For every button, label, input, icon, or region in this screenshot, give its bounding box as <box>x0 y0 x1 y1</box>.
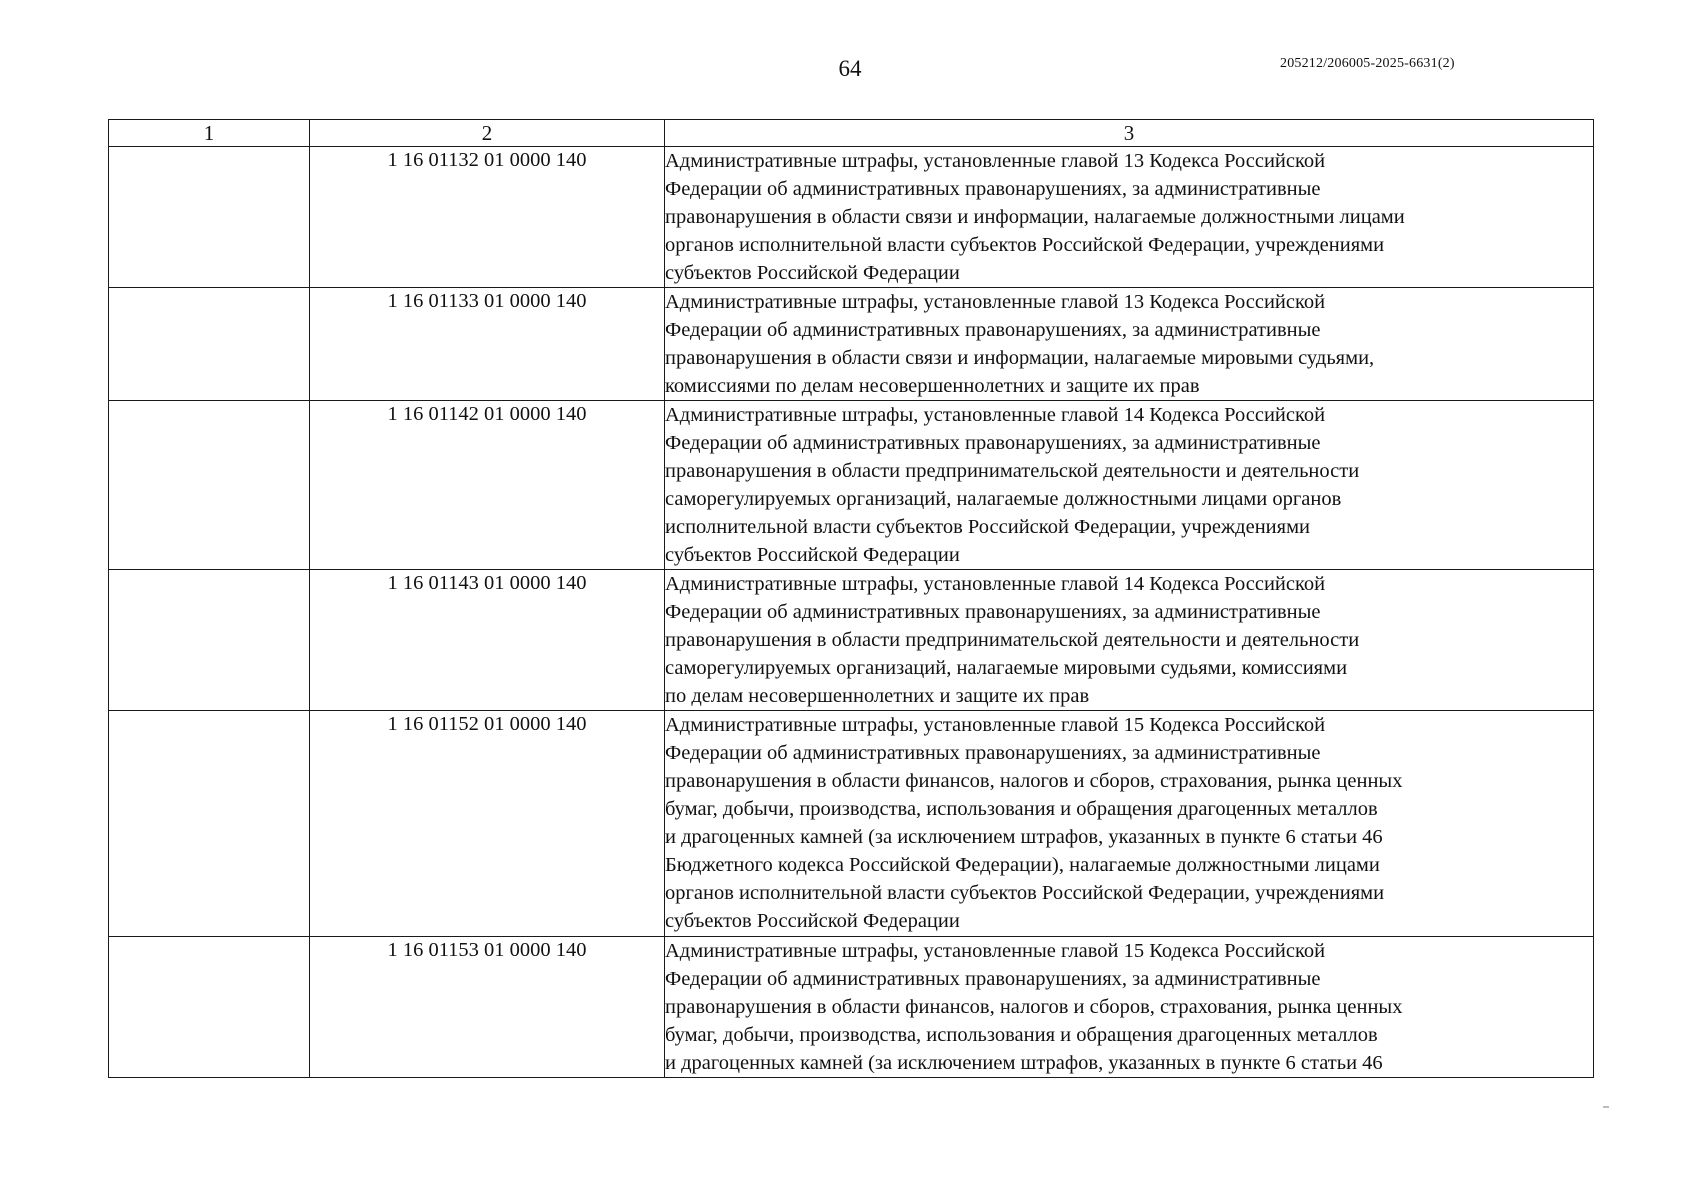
table-row <box>109 288 1594 401</box>
scan-speck <box>1603 1106 1609 1108</box>
column-header-1: 1 <box>109 120 310 147</box>
row-number-cell <box>109 401 310 570</box>
description-cell: Административные штрафы, установленные главой 15 Кодекса Российской Федерации об административных правонарушениях, за административные правонарушения в области финансов, налогов и сборов, страхования, рынка ценных бумаг, добычи, производства, использования и обращения драгоценных металлов и драгоценных камней (за исключением штрафов, указанных в пункте 6 статьи 46 Бюджетного кодекса Российской Федерации), налагаемые должностными лицами органов исполнительной власти субъектов Российской Федерации, учреждениями субъектов Российской Федерации <box>665 711 1594 937</box>
budget-code-cell: 1 16 01142 01 0000 140 <box>310 401 665 570</box>
document-id: 205212/206005-2025-6631(2) <box>1280 56 1455 71</box>
row-number-cell <box>109 937 310 1078</box>
budget-code-cell: 1 16 01133 01 0000 140 <box>310 288 665 401</box>
column-header-2: 2 <box>310 120 665 147</box>
budget-code-cell: 1 16 01132 01 0000 140 <box>310 147 665 288</box>
table-row <box>109 570 1594 711</box>
table-row <box>109 401 1594 570</box>
row-number-cell <box>109 711 310 937</box>
page-number: 64 <box>838 56 862 81</box>
table-row <box>109 937 1594 1078</box>
row-number-cell <box>109 288 310 401</box>
budget-code-cell: 1 16 01152 01 0000 140 <box>310 711 665 937</box>
row-number-cell <box>109 147 310 288</box>
description-cell: Административные штрафы, установленные главой 15 Кодекса Российской Федерации об административных правонарушениях, за административные правонарушения в области финансов, налогов и сборов, страхования, рынка ценных бумаг, добычи, производства, использования и обращения драгоценных металлов и драгоценных камней (за исключением штрафов, указанных в пункте 6 статьи 46 <box>665 937 1594 1078</box>
table-row <box>109 147 1594 288</box>
description-cell: Административные штрафы, установленные главой 13 Кодекса Российской Федерации об административных правонарушениях, за административные правонарушения в области связи и информации, налагаемые должностными лицами органов исполнительной власти субъектов Российской Федерации, учреждениями субъектов Российской Федерации <box>665 147 1594 288</box>
column-header-3: 3 <box>665 120 1594 147</box>
budget-code-cell: 1 16 01153 01 0000 140 <box>310 937 665 1078</box>
fee-classification-table <box>108 119 1594 1078</box>
budget-code-cell: 1 16 01143 01 0000 140 <box>310 570 665 711</box>
table-header-row <box>109 120 1594 147</box>
table-row <box>109 711 1594 937</box>
row-number-cell <box>109 570 310 711</box>
description-cell: Административные штрафы, установленные главой 14 Кодекса Российской Федерации об административных правонарушениях, за административные правонарушения в области предпринимательской деятельности и деятельности саморегулируемых организаций, налагаемые мировыми судьями, комиссиями по делам несовершеннолетних и защите их прав <box>665 570 1594 711</box>
description-cell: Административные штрафы, установленные главой 13 Кодекса Российской Федерации об административных правонарушениях, за административные правонарушения в области связи и информации, налагаемые мировыми судьями, комиссиями по делам несовершеннолетних и защите их прав <box>665 288 1594 401</box>
description-cell: Административные штрафы, установленные главой 14 Кодекса Российской Федерации об административных правонарушениях, за административные правонарушения в области предпринимательской деятельности и деятельности саморегулируемых организаций, налагаемые должностными лицами органов исполнительной власти субъектов Российской Федерации, учреждениями субъектов Российской Федерации <box>665 401 1594 570</box>
